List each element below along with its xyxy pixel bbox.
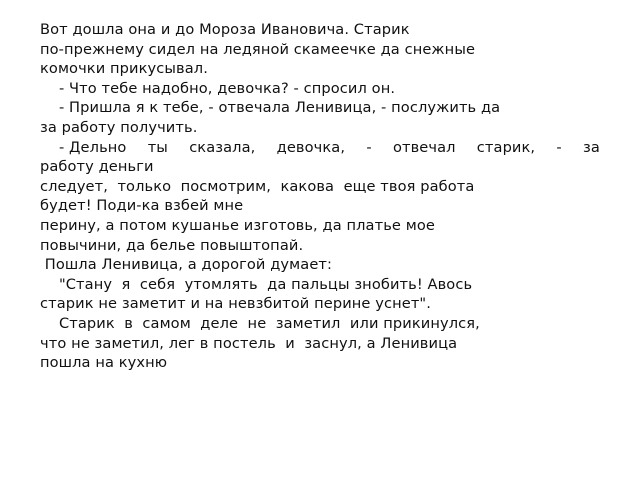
text-line: - Пришла я к тебе, - отвечала Ленивица, - послужить да — [40, 99, 501, 117]
text-line: будет! Поди-ка взбей мне — [40, 197, 244, 215]
text-line: перину, а потом кушанье изготовь, да платье мое — [40, 216, 435, 234]
word: старик, — [476, 138, 536, 156]
word: девочка, — [276, 138, 346, 156]
text-line: "Стану я себя утомлять да пальцы знобить! Авось — [40, 275, 473, 293]
text-line: работу деньги — [40, 158, 154, 176]
text-line: что не заметил, лег в постель и заснул, а Ленивица — [40, 334, 458, 352]
text-line: по-прежнему сидел на ледяной скамеечке да снежные — [40, 40, 476, 58]
text-line: пошла на кухню — [40, 354, 168, 372]
text-line: Вот дошла она и до Мороза Ивановича. Старик — [40, 21, 410, 38]
word: - — [366, 138, 372, 156]
text-line: Старик в самом деле не заметил или прикинулся, — [40, 314, 480, 332]
word: сказала, — [189, 138, 256, 156]
text-line: следует, только посмотрим, какова еще твоя работа — [40, 177, 475, 195]
text-line: за работу получить. — [40, 118, 198, 136]
word: отвечал — [392, 138, 456, 156]
text-line: старик не заметит и на невзбитой перине уснет". — [40, 295, 431, 313]
word: - — [556, 138, 562, 156]
word: ты — [147, 138, 168, 156]
word: за — [583, 138, 600, 156]
text-line: Пошла Ленивица, а дорогой думает: — [40, 256, 333, 274]
text-line: комочки прикусывал. — [40, 60, 208, 78]
text-line-justified — [40, 138, 600, 158]
word: - Дельно — [40, 138, 127, 156]
story-text — [40, 20, 600, 373]
text-line: - Что тебе надобно, девочка? - спросил он. — [40, 79, 396, 97]
text-line: повычини, да белье повыштопай. — [40, 236, 304, 254]
